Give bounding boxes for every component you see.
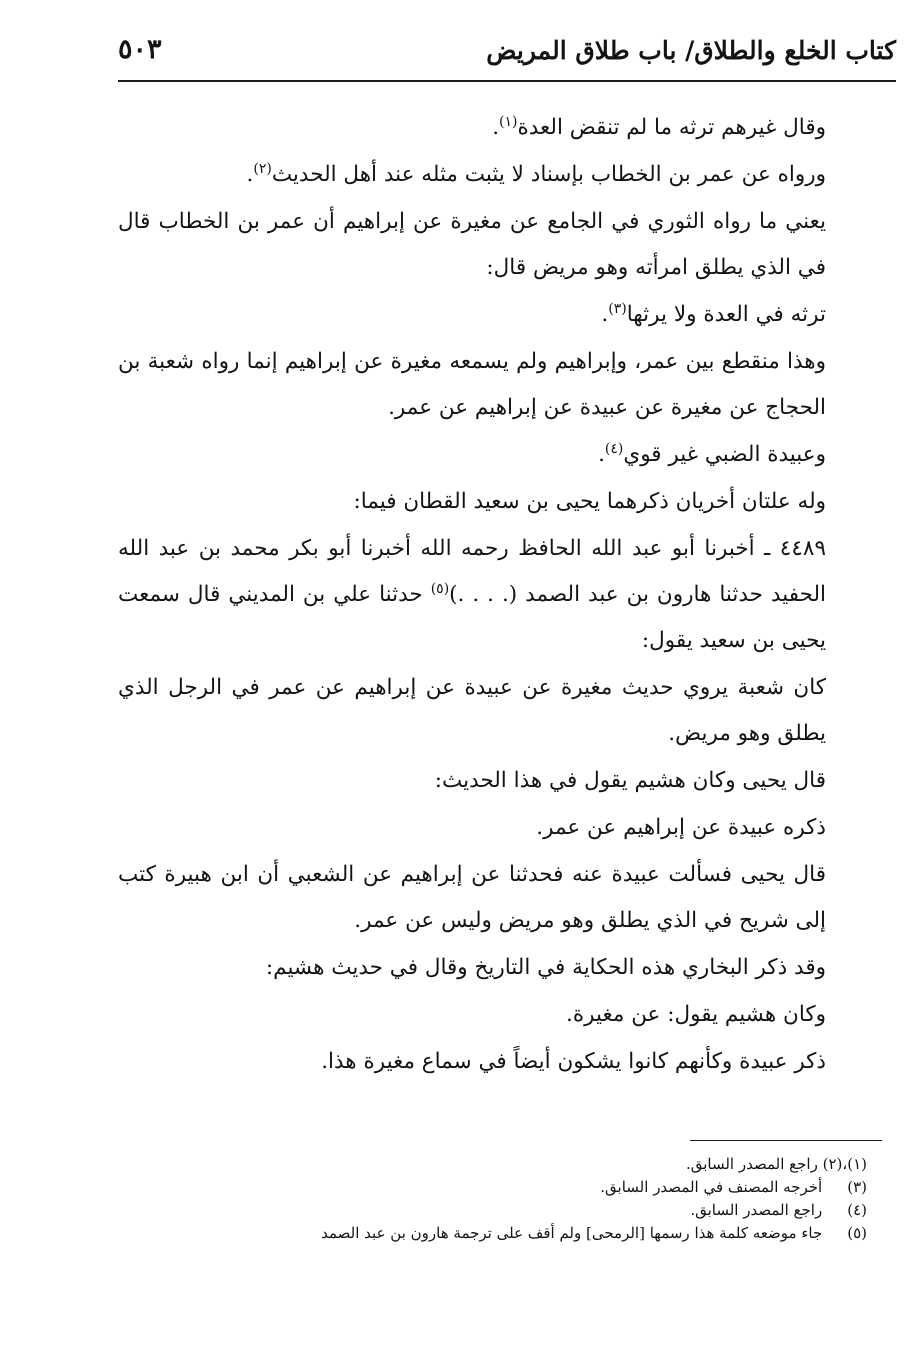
paragraph [118,1039,884,1085]
paragraph-tail: . [601,302,609,327]
paragraph [118,945,884,991]
footnote-text: راجع المصدر السابق. [685,1155,818,1173]
paragraph [118,432,884,478]
paragraph-text: ورواه عن عمر بن الخطاب بإسناد لا يثبت مثله عند أهل الحديث [271,162,826,187]
paragraph [118,105,884,151]
paragraph-text: كان شعبة يروي حديث مغيرة عن عبيدة عن إبراهيم عن عمر في الرجل الذي يطلق وهو مريض. [118,675,826,746]
paragraph-text: وقال غيرهم ترثه ما لم تنقض العدة [517,115,826,140]
body-text [118,105,884,1086]
footnote-number: (١)،(٢) [822,1155,867,1173]
footnote-text: أخرجه المصنف في المصدر السابق. [600,1178,823,1196]
paragraph [118,992,884,1038]
footnote [60,1176,867,1199]
footnote-separator [690,1140,882,1141]
paragraph-text: وقد ذكر البخاري هذه الحكاية في التاريخ وقال في حديث هشيم: [265,955,826,980]
paragraph-tail: حدثنا علي بن المديني قال سمعت يحيى بن سعيد يقول: [118,582,826,653]
paragraph-text: ذكره عبيدة عن إبراهيم عن عمر. [536,815,826,840]
footnote-text: راجع المصدر السابق. [690,1201,823,1219]
paragraph [118,665,884,757]
paragraph [118,152,884,198]
footnote-number: (٣) [847,1178,867,1196]
footnote-number: (٥) [847,1224,867,1242]
paragraph-tail: . [492,115,500,140]
paragraph-text: وكان هشيم يقول: عن مغيرة. [566,1002,826,1027]
footnote-text: جاء موضعه كلمة هذا رسمها [الرمحى] ولم أقف على ترجمة هارون بن عبد الصمد [321,1224,823,1242]
paragraph [118,852,884,944]
footnote [60,1199,867,1222]
footnote [60,1153,867,1176]
page-header [118,30,896,88]
footnote [60,1222,867,1245]
paragraph [118,199,884,291]
paragraph [118,292,884,338]
paragraph-tail: . [246,162,254,187]
paragraph-text: قال يحيى وكان هشيم يقول في هذا الحديث: [434,768,826,793]
paragraph [118,805,884,851]
paragraph-text: ٤٤٨٩ ـ أخبرنا أبو عبد الله الحافظ رحمه الله أخبرنا أبو بكر محمد بن عبد الله الحفيد حدثنا هارون بن عبد الصمد (. . . .) [118,536,826,607]
header-rule [118,80,896,82]
paragraph-text: ترثه في العدة ولا يرثها [626,302,826,327]
paragraph-text: وعبيدة الضبي غير قوي [623,442,826,467]
footnote-marker: (١) [499,113,518,130]
footnote-marker: (٢) [253,160,272,177]
paragraph [118,479,884,525]
paragraph-text: وهذا منقطع بين عمر، وإبراهيم ولم يسمعه مغيرة عن إبراهيم إنما رواه شعبة بن الحجاج عن مغيرة عن عبيدة عن إبراهيم عن عمر. [118,349,826,420]
running-title: كتاب الخلع والطلاق/ باب طلاق المريض [486,36,896,65]
page-number: ٥٠٣ [118,34,162,65]
paragraph-text: ذكر عبيدة وكأنهم كانوا يشكون أيضاً في سماع مغيرة هذا. [321,1049,826,1074]
paragraph [118,758,884,804]
paragraph [118,526,884,664]
paragraph [118,339,884,431]
paragraph-text: يعني ما رواه الثوري في الجامع عن مغيرة عن إبراهيم أن عمر بن الخطاب قال في الذي يطلق امرأته وهو مريض قال: [118,209,826,280]
footnotes [60,1153,867,1245]
footnote-number: (٤) [847,1201,867,1219]
footnote-marker: (٣) [608,300,627,317]
paragraph-tail: . [598,442,605,467]
paragraph-text: قال يحيى فسألت عبيدة عنه فحدثنا عن إبراهيم عن الشعبي أن ابن هبيرة كتب إلى شريح في الذي يطلق وهو مريض وليس عن عمر. [118,862,826,933]
footnote-marker: (٥) [430,580,450,597]
footnote-marker: (٤) [604,440,624,457]
paragraph-text: وله علتان أخريان ذكرهما يحيى بن سعيد القطان فيما: [353,489,826,514]
